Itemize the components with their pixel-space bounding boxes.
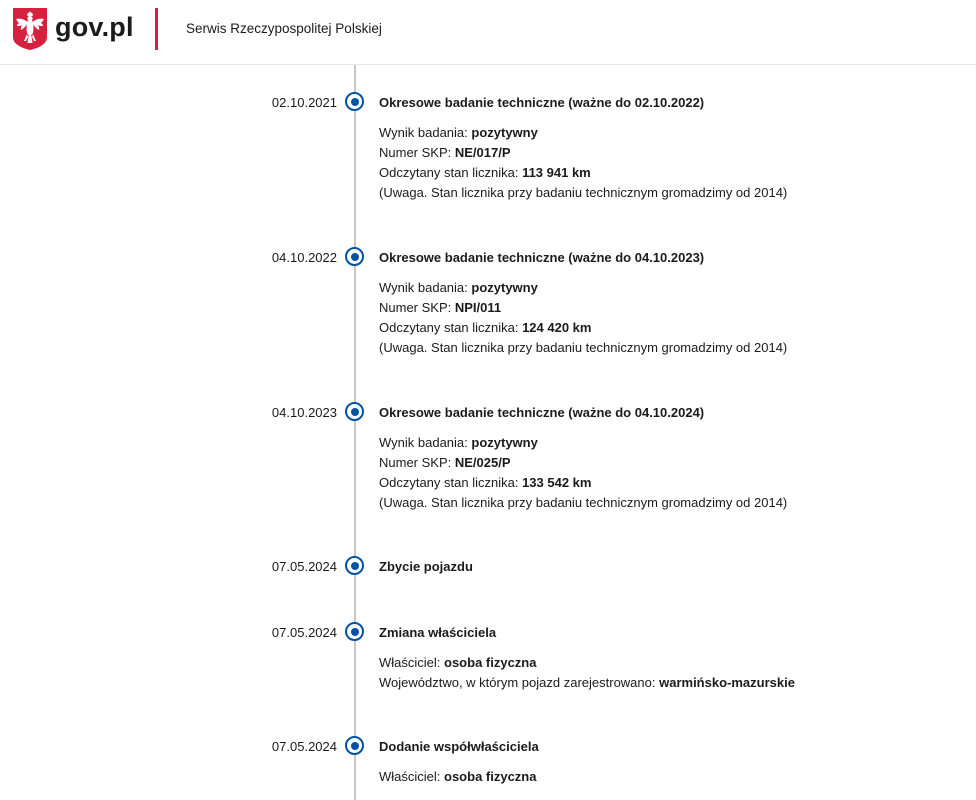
detail-note: (Uwaga. Stan licznika przy badaniu technicznym gromadzimy od 2014) [379,340,788,355]
event-date: 07.05.2024 [271,625,337,640]
detail-value: osoba fizyczna [444,655,537,670]
site-header [0,0,976,65]
detail-row [379,493,787,513]
detail-label: Numer SKP: [379,145,455,160]
polish-eagle-emblem-icon[interactable] [12,7,48,51]
event-title: Zmiana właściciela [379,625,497,640]
detail-label: Właściciel: [379,655,445,670]
detail-value: pozytywny [471,280,538,295]
detail-label: Właściciel: [379,769,445,784]
detail-note: (Uwaga. Stan licznika przy badaniu technicznym gromadzimy od 2014) [379,495,788,510]
event-details [379,123,787,203]
event-date: 04.10.2022 [271,250,337,265]
detail-value: NE/017/P [454,145,511,160]
detail-row [379,143,787,163]
timeline-line [354,65,356,800]
event-date: 02.10.2021 [271,95,337,110]
detail-row [379,278,787,298]
timeline-dot-icon [345,622,364,641]
event-title: Okresowe badanie techniczne (ważne do 04.10.2023) [379,250,705,265]
detail-note: (Uwaga. Stan licznika przy badaniu technicznym gromadzimy od 2014) [379,185,788,200]
detail-value: 133 542 km [522,475,592,490]
detail-label: Województwo, w którym pojazd zarejestrowano: [379,675,660,690]
detail-row [379,163,787,183]
event-date: 04.10.2023 [271,405,337,420]
detail-value: pozytywny [471,125,538,140]
detail-row [379,183,787,203]
detail-label: Numer SKP: [379,300,455,315]
timeline-dot-icon [345,247,364,266]
detail-value: pozytywny [471,435,538,450]
detail-value: NE/025/P [454,455,511,470]
detail-row [379,453,787,473]
event-title: Zbycie pojazdu [379,559,473,574]
detail-row [379,123,787,143]
event-title: Okresowe badanie techniczne (ważne do 02.10.2022) [379,95,705,110]
brand-divider [155,8,158,50]
detail-label: Wynik badania: [379,435,472,450]
event-details [379,653,795,693]
detail-row [379,653,795,673]
detail-label: Wynik badania: [379,125,472,140]
detail-value: osoba fizyczna [444,769,537,784]
detail-label: Odczytany stan licznika: [379,165,523,180]
event-details [379,433,787,513]
detail-label: Wynik badania: [379,280,472,295]
event-date: 07.05.2024 [271,559,337,574]
brand-logo-link[interactable]: gov.pl [55,12,134,42]
detail-label: Numer SKP: [379,455,455,470]
detail-row [379,767,536,787]
detail-value: NPI/011 [454,300,502,315]
detail-row [379,473,787,493]
detail-row [379,433,787,453]
timeline-dot-icon [345,92,364,111]
detail-value: 113 941 km [522,165,591,180]
detail-label: Odczytany stan licznika: [379,475,523,490]
detail-value: warmińsko-mazurskie [659,675,795,690]
event-details [379,767,536,787]
detail-row [379,338,787,358]
timeline-dot-icon [345,556,364,575]
event-title: Dodanie współwłaściciela [379,739,539,754]
detail-value: 124 420 km [522,320,592,335]
event-details [379,278,787,358]
timeline-dot-icon [345,402,364,421]
detail-row [379,673,795,693]
timeline-dot-icon [345,736,364,755]
detail-label: Odczytany stan licznika: [379,320,523,335]
service-name-link[interactable]: Serwis Rzeczypospolitej Polskiej [186,21,382,36]
event-date: 07.05.2024 [271,739,337,754]
event-title: Okresowe badanie techniczne (ważne do 04.10.2024) [379,405,705,420]
detail-row [379,298,787,318]
detail-row [379,318,787,338]
